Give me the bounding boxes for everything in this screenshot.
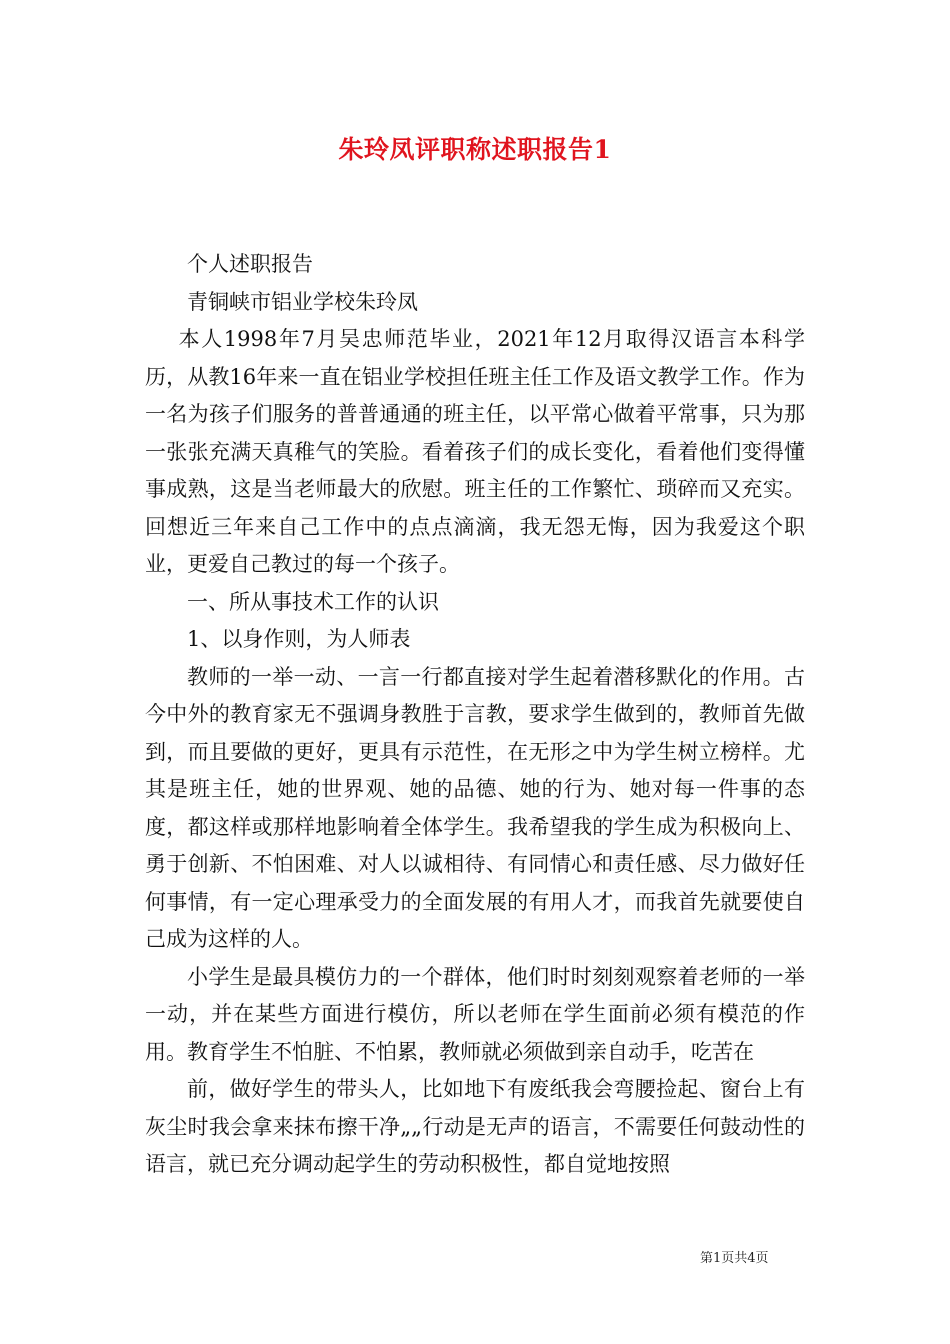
paragraph-heading: 个人述职报告 — [187, 252, 313, 276]
paragraph-body: 小学生是最具模仿力的一个群体，他们时时刻刻观察着老师的一举一动，并在某些方面进行模仿，所以老师在学生面前必须有模范的作用。教育学生不怕脏、不怕累，教师就必须做到亲自动手，吃苦在 — [145, 964, 805, 1064]
subsection-heading: 1、以身作则，为人师表 — [187, 627, 411, 651]
document-body — [145, 246, 805, 1184]
document-title: 朱玲凤评职称述职报告1 — [338, 135, 612, 164]
paragraph-author: 青铜峡市铝业学校朱玲凤 — [187, 289, 418, 314]
paragraph-body: 前，做好学生的带头人，比如地下有废纸我会弯腰捡起、窗台上有灰尘时我会拿来抹布擦干净„„行动是无声的语言，不需要任何鼓动性的语言，就已充分调动起学生的劳动积极性，都自觉地按照 — [145, 1077, 805, 1176]
paragraph-intro: 本人1998年7月吴忠师范毕业，2021年12月取得汉语言本科学历，从教16年来一直在铝业学校担任班主任工作及语文教学工作。作为一名为孩子们服务的普普通通的班主任，以平常心做着平常事，只为那一张张充满天真稚气的笑脸。看着孩子们的成长变化，看着他们变得懂事成熟，这是当老师最大的欣慰。班主任的工作繁忙、琐碎而又充实。回想近三年来自己工作中的点点滴滴，我无怨无悔，因为我爱这个职业，更爱自己教过的每一个孩子。 — [145, 327, 805, 576]
page-number: 第1页共4页 — [700, 1251, 769, 1266]
paragraph-body: 教师的一举一动、一言一行都直接对学生起着潜移默化的作用。古今中外的教育家无不强调身教胜于言教，要求学生做到的，教师首先做到，而且要做的更好，更具有示范性，在无形之中为学生树立榜样。尤其是班主任，她的世界观、她的品德、她的行为、她对每一件事的态度，都这样或那样地影响着全体学生。我希望我的学生成为积极向上、勇于创新、不怕困难、对人以诚相待、有同情心和责任感、尽力做好任何事情，有一定心理承受力的全面发展的有用人才，而我首先就要使自己成为这样的人。 — [145, 664, 805, 951]
section-heading: 一、所从事技术工作的认识 — [187, 589, 439, 614]
